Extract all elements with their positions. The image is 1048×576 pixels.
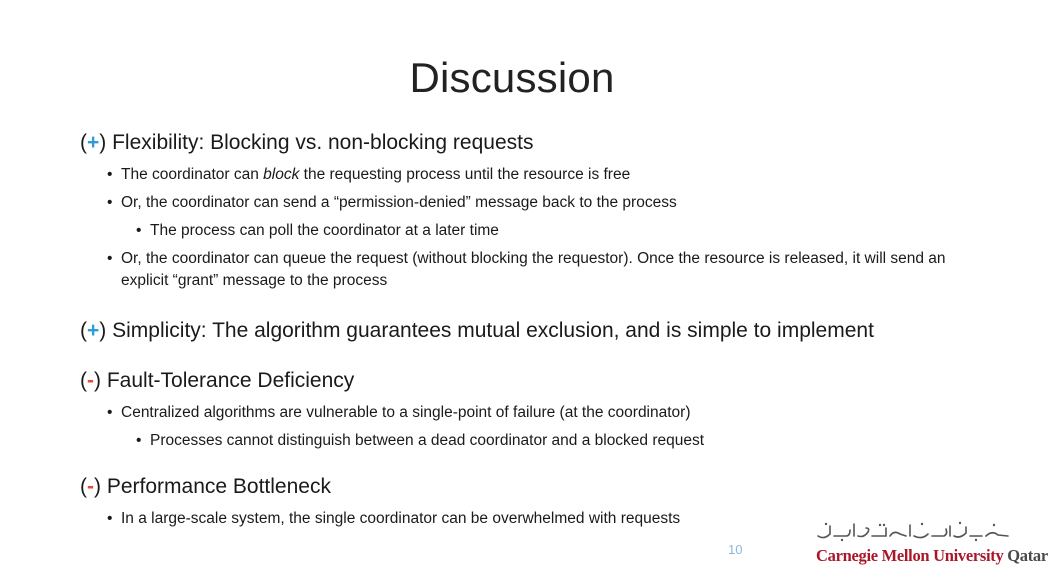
sub-bullet-item: • Processes cannot distinguish between a dead coordinator and a blocked request: [80, 430, 980, 452]
bullet-item: • Or, the coordinator can queue the request (without blocking the requestor). Once the resource is released, it will send an explicit “grant” message to the process: [80, 248, 980, 292]
minus-sign: -: [87, 369, 94, 392]
spacer: [80, 346, 980, 366]
section-fault-tolerance: [80, 366, 980, 452]
section-heading-text: Simplicity: The algorithm guarantees mutual exclusion, and is simple to implement: [112, 319, 874, 342]
section-flexibility: [80, 128, 980, 292]
section-heading-text: Performance Bottleneck: [106, 475, 331, 498]
bullet-text: The coordinator can: [121, 166, 264, 183]
spacer: [80, 292, 980, 316]
minus-sign: -: [87, 475, 94, 498]
university-logo: [814, 520, 1048, 568]
bullet-item: • Centralized algorithms are vulnerable to a single-point of failure (at the coordinator): [80, 402, 980, 424]
bullet-item: • In a large-scale system, the single coordinator can be overwhelmed with requests: [80, 508, 980, 530]
section-heading: [80, 472, 980, 502]
close-paren: ): [99, 319, 107, 342]
open-paren: (: [80, 475, 87, 498]
bullet-item: • Or, the coordinator can send a “permission-denied” message back to the process: [80, 192, 980, 214]
plus-sign: +: [87, 131, 100, 154]
section-heading-text: Fault-Tolerance Deficiency: [106, 369, 355, 392]
logo-cmu-text: Carnegie Mellon University: [816, 546, 1008, 565]
plus-sign: +: [87, 319, 100, 342]
page-number: 10: [728, 542, 743, 557]
bullet-item: [80, 164, 980, 186]
arabic-wordmark-icon: [814, 520, 1012, 542]
section-heading-text: Flexibility: Blocking vs. non-blocking requests: [112, 131, 534, 154]
bullet-emphasis: block: [263, 166, 300, 183]
close-paren: ): [99, 131, 107, 154]
close-paren: ): [94, 369, 101, 392]
bullet-text: the requesting process until the resource is free: [299, 166, 631, 183]
section-heading: [80, 128, 980, 158]
slide-content: [80, 128, 980, 530]
section-heading: [80, 316, 980, 346]
slide-title: Discussion: [409, 54, 615, 101]
open-paren: (: [80, 131, 87, 154]
logo-qatar-text: Qatar: [1007, 546, 1048, 565]
section-heading: [80, 366, 980, 396]
open-paren: (: [80, 319, 87, 342]
close-paren: ): [94, 475, 101, 498]
logo-wordmark: [816, 546, 1048, 566]
sub-bullet-item: • The process can poll the coordinator at a later time: [80, 220, 980, 242]
open-paren: (: [80, 369, 87, 392]
spacer: [80, 452, 980, 472]
section-simplicity: [80, 316, 980, 346]
